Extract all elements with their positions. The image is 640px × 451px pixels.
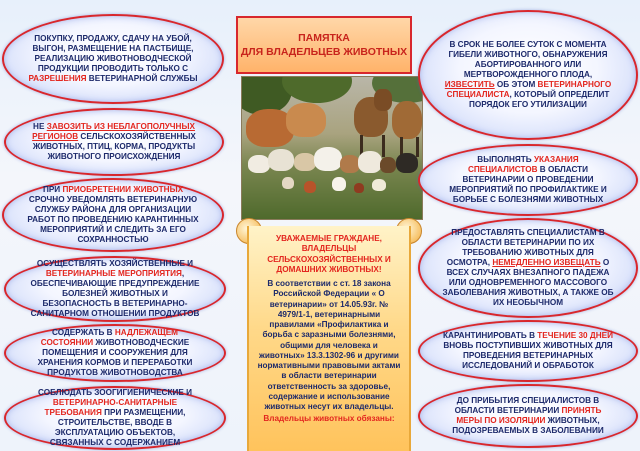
right-bubble-3: ПРЕДОСТАВЛЯТЬ СПЕЦИАЛИСТАМ В ОБЛАСТИ ВЕТЕРИНАРИИ ПО ИХ ТРЕБОВАНИЮ ЖИВОТНЫХ ДЛЯ ОСМОТРА, НЕМЕДЛЕННО ИЗВЕЩАТЬ О ВСЕХ СЛУЧАЯХ ВНЕЗАПНОГО ПАДЕЖА ИЛИ ОДНОВРЕМЕННОГО МАССОВОГО ЗАБОЛЕВАНИЯ ЖИВОТНЫХ, А ТАКЖЕ ОБ ИХ НЕОБЫЧНОМ: [418, 218, 638, 318]
page-title: [241, 31, 407, 59]
title-line1: ПАМЯТКА: [298, 31, 350, 44]
title-box: [236, 16, 412, 74]
notice-body: В соответствии с ст. 18 закона Российской Федерации « О ветеринарии» от 14.05.93г. № 4979/1-1, ветеринарными правилами «Профилактика и борьба с заразными болезнями, общими для человека и животных» 13.3.1302-96 и другими нормативными правовыми актами в области ветеринарии ответственность за здоровье, содержание и использование животных несут их владельцы.: [257, 279, 401, 411]
left-bubble-3: ПРИ ПРИОБРЕТЕНИИ ЖИВОТНЫХ СРОЧНО УВЕДОМЛЯТЬ ВЕТЕРИНАРНУЮ СЛУЖБУ РАЙОНА ДЛЯ ОРГАНИЗАЦИИ РАБОТ ПО ПРОВЕДЕНИЮ КАРАНТИННЫХ МЕРОПРИЯТИЙ И СЛЕДИТЬ ЗА ЕГО СОХРАННОСТЬЮ: [2, 178, 224, 252]
left-bubble-1: ПОКУПКУ, ПРОДАЖУ, СДАЧУ НА УБОЙ, ВЫГОН, РАЗМЕЩЕНИЕ НА ПАСТБИЩЕ, РЕАЛИЗАЦИЮ ЖИВОТНОВОДЧЕСКОЙ ПРОДУКЦИИ ПРОВОДИТЬ ТОЛЬКО С РАЗРЕШЕНИЯ ВЕТЕРИНАРНОЙ СЛУЖБЫ: [2, 14, 224, 104]
notice-heading: УВАЖАЕМЫЕ ГРАЖДАНЕ, ВЛАДЕЛЬЦЫ СЕЛЬСКОХОЗЯЙСТВЕННЫХ И ДОМАШНИХ ЖИВОТНЫХ!: [267, 234, 391, 274]
left-bubble-5: СОДЕРЖАТЬ В НАДЛЕЖАЩЕМ СОСТОЯНИИ ЖИВОТНОВОДЧЕСКИЕ ПОМЕЩЕНИЯ И СООРУЖЕНИЯ ДЛЯ ХРАНЕНИЯ КОРМОВ И ПЕРЕРАБОТКИ ПРОДУКТОВ ЖИВОТНОВОДСТВА: [4, 324, 226, 382]
left-bubble-6: СОБЛЮДАТЬ ЗООГИГИЕНИЧЕСКИЕ И ВЕТЕРИНАРНО-САНИТАРНЫЕ ТРЕБОВАНИЯ ПРИ РАЗМЕЩЕНИИ, СТРОИТЕЛЬСТВЕ, ВВОДЕ В ЭКСПЛУАТАЦИЮ ОБЪЕКТОВ, СВЯЗАННЫХ С СОДЕРЖАНИЕМ: [4, 386, 226, 450]
right-bubble-2: ВЫПОЛНЯТЬ УКАЗАНИЯ СПЕЦИАЛИСТОВ В ОБЛАСТИ ВЕТЕРИНАРИИ О ПРОВЕДЕНИИ МЕРОПРИЯТИЙ ПО ПРОФИЛАКТИКЕ И БОРЬБЕ С БОЛЕЗНЯМИ ЖИВОТНЫХ: [418, 144, 638, 216]
notice-footer: Владельцы животных обязаны:: [263, 414, 395, 424]
left-bubble-2: НЕ ЗАВОЗИТЬ ИЗ НЕБЛАГОПОЛУЧНЫХ РЕГИОНОВ СЕЛЬСКОХОЗЯЙСТВЕННЫХ ЖИВОТНЫХ, ПТИЦ, КОРМА, ПРОДУКТЫ ЖИВОТНОГО ПРОИСХОЖДЕНИЯ: [4, 108, 224, 176]
right-bubble-5: ДО ПРИБЫТИЯ СПЕЦИАЛИСТОВ В ОБЛАСТИ ВЕТЕРИНАРИИ ПРИНЯТЬ МЕРЫ ПО ИЗОЛЯЦИИ ЖИВОТНЫХ, ПОДОЗРЕВАЕМЫХ В ЗАБОЛЕВАНИИ: [418, 384, 638, 448]
left-bubble-4: ОСУЩЕСТВЛЯТЬ ХОЗЯЙСТВЕННЫЕ И ВЕТЕРИНАРНЫЕ МЕРОПРИЯТИЯ, ОБЕСПЕЧИВАЮЩИЕ ПРЕДУПРЕЖДЕНИЕ БОЛЕЗНЕЙ ЖИВОТНЫХ И БЕЗОПАСНОСТЬ В ВЕТЕРИНАРНО-САНИТАРНОМ ОТНОШЕНИИ ПРОДУКТОВ: [4, 256, 226, 322]
right-bubble-1: В СРОК НЕ БОЛЕЕ СУТОК С МОМЕНТА ГИБЕЛИ ЖИВОТНОГО, ОБНАРУЖЕНИЯ АБОРТИРОВАННОГО ИЛИ МЕРТВОРОЖДЕННОГО ПЛОДА, ИЗВЕСТИТЬ ОБ ЭТОМ ВЕТЕРИНАРНОГО СПЕЦИАЛИСТА, КОТОРЫЙ ОПРЕДЕЛИТ ПОРЯДОК ЕГО УТИЛИЗАЦИИ: [418, 10, 638, 140]
right-bubble-4: КАРАНТИНИРОВАТЬ В ТЕЧЕНИЕ 30 ДНЕЙ ВНОВЬ ПОСТУПИВШИХ ЖИВОТНЫХ ДЛЯ ПРОВЕДЕНИЯ ВЕТЕРИНАРНЫХ ИССЛЕДОВАНИЙ И ОБРАБОТОК: [418, 320, 638, 382]
title-line2: ДЛЯ ВЛАДЕЛЬЦЕВ ЖИВОТНЫХ: [240, 46, 408, 58]
animals-photo: [241, 76, 423, 220]
center-notice-panel: [247, 226, 411, 451]
